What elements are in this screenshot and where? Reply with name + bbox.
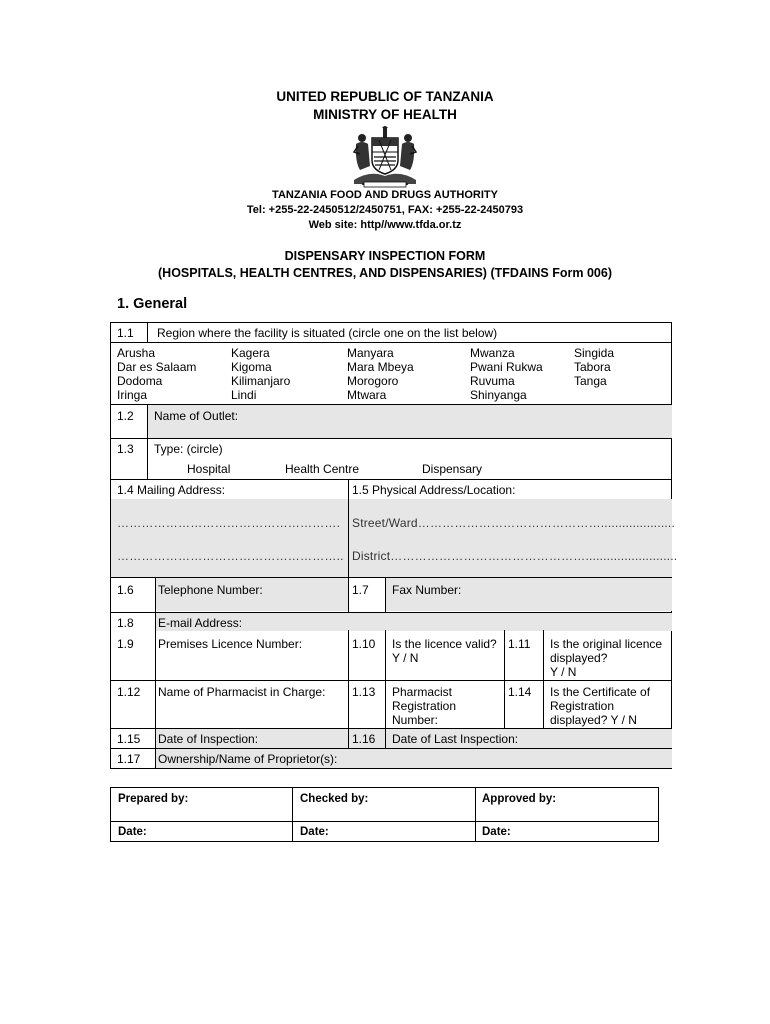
field-number: 1.16 [352, 732, 376, 746]
pharmacist-registration-label: Pharmacist Registration Number: [392, 685, 457, 727]
approved-by-label[interactable]: Approved by: [482, 793, 557, 805]
inspection-date-label: Date of Inspection: [158, 732, 259, 746]
region-option[interactable]: Ruvuma [470, 374, 515, 388]
last-inspection-date-label: Date of Last Inspection: [392, 732, 519, 746]
licence-number-label: Premises Licence Number: [158, 637, 303, 651]
telephone-label: Telephone Number: [158, 583, 263, 597]
section-title: 1. General [117, 296, 188, 312]
field-number: 1.14 [508, 685, 532, 699]
region-option[interactable]: Tabora [574, 360, 611, 374]
contact-line: Tel: +255-22-2450512/2450751, FAX: +255-22-2450793 [246, 204, 524, 216]
form-subtitle: (HOSPITALS, HEALTH CENTRES, AND DISPENSARIES) (TFDAINS Form 006) [158, 266, 612, 280]
field-number: 1.7 [352, 583, 369, 597]
district-line[interactable]: District………………………………………….......................... [352, 549, 678, 563]
region-option[interactable]: Iringa [117, 388, 148, 402]
checked-by-label[interactable]: Checked by: [300, 793, 369, 805]
certificate-displayed-question: Is the Certificate of Registration displayed? Y / N [550, 685, 651, 727]
region-question: Region where the facility is situated (circle one on the list below) [157, 326, 498, 340]
region-option[interactable]: Pwani Rukwa [470, 360, 543, 374]
website-line: Web site: http//www.tfda.or.tz [308, 219, 462, 231]
region-option[interactable]: Dar es Salaam [117, 360, 197, 374]
letterhead-title [0, 88, 770, 124]
region-option[interactable]: Dodoma [117, 374, 163, 388]
region-option[interactable]: Singida [574, 346, 615, 360]
field-number: 1.15 [117, 732, 141, 746]
type-option-health-centre[interactable]: Health Centre [285, 462, 360, 476]
region-list-col1[interactable] [117, 346, 196, 402]
type-label: Type: (circle) [154, 442, 223, 456]
region-option[interactable]: Mara Mbeya [347, 360, 414, 374]
region-option[interactable]: Kagera [231, 346, 270, 360]
approved-date-label[interactable]: Date: [482, 826, 511, 838]
pharmacist-name-label: Name of Pharmacist in Charge: [158, 685, 326, 699]
field-number: 1.3 [117, 442, 134, 456]
field-number: 1.11 [508, 637, 531, 651]
authority-name: TANZANIA FOOD AND DRUGS AUTHORITY [272, 189, 498, 201]
prepared-by-label[interactable]: Prepared by: [118, 793, 189, 805]
type-option-hospital[interactable]: Hospital [187, 462, 231, 476]
region-option[interactable]: Mwanza [470, 346, 515, 360]
signoff-table [110, 787, 659, 842]
field-number: 1.10 [352, 637, 376, 651]
general-info-table [110, 322, 678, 769]
proprietor-label: Ownership/Name of Proprietor(s): [158, 752, 338, 766]
coat-of-arms-icon [350, 126, 420, 188]
ministry-name: MINISTRY OF HEALTH [313, 107, 457, 122]
licence-displayed-yn[interactable]: Y / N [550, 665, 577, 679]
physical-address-label: 1.5 Physical Address/Location: [352, 483, 516, 497]
address-fields[interactable] [111, 499, 672, 577]
mailing-address-line[interactable]: ………………………………………………. [117, 516, 341, 530]
field-number: 1.1 [117, 326, 134, 340]
field-number: 1.9 [117, 637, 134, 651]
region-list-col4[interactable] [470, 346, 543, 402]
field-number: 1.12 [117, 685, 141, 699]
type-option-dispensary[interactable]: Dispensary [422, 462, 483, 476]
email-label: E-mail Address: [158, 616, 243, 630]
licence-valid-question: Is the licence valid? Y / N [392, 637, 500, 665]
mailing-address-label: 1.4 Mailing Address: [117, 483, 226, 497]
country-name: UNITED REPUBLIC OF TANZANIA [276, 89, 494, 104]
field-number: 1.8 [117, 616, 134, 630]
licence-valid-yn[interactable]: Y / N [392, 651, 419, 665]
region-option[interactable]: Lindi [231, 388, 257, 402]
mailing-address-line[interactable]: ……………………………………………….. [117, 549, 344, 563]
region-list-col2[interactable] [231, 346, 290, 402]
form-title-block [0, 248, 770, 282]
form-title: DISPENSARY INSPECTION FORM [284, 249, 486, 263]
region-option[interactable]: Kigoma [231, 360, 272, 374]
region-list-col3[interactable] [347, 346, 414, 402]
region-option[interactable]: Kilimanjaro [231, 374, 291, 388]
region-option[interactable]: Shinyanga [470, 388, 527, 402]
licence-displayed-question: Is the original licence displayed? Y / N [550, 637, 672, 679]
street-ward-line[interactable]: Street/Ward………………………………………..................... [352, 516, 675, 530]
region-option[interactable]: Morogoro [347, 374, 399, 388]
authority-block [0, 188, 770, 233]
field-number: 1.17 [117, 752, 141, 766]
region-option[interactable]: Arusha [117, 346, 156, 360]
prepared-date-label[interactable]: Date: [118, 826, 147, 838]
field-number: 1.2 [117, 409, 134, 423]
region-option[interactable]: Tanga [574, 374, 607, 388]
field-number: 1.13 [352, 685, 376, 699]
region-option[interactable]: Mtwara [347, 388, 387, 402]
outlet-name-label: Name of Outlet: [154, 409, 239, 423]
region-option[interactable]: Manyara [347, 346, 394, 360]
fax-label: Fax Number: [392, 583, 462, 597]
checked-date-label[interactable]: Date: [300, 826, 329, 838]
region-list-col5[interactable] [574, 346, 614, 388]
field-number: 1.6 [117, 583, 134, 597]
